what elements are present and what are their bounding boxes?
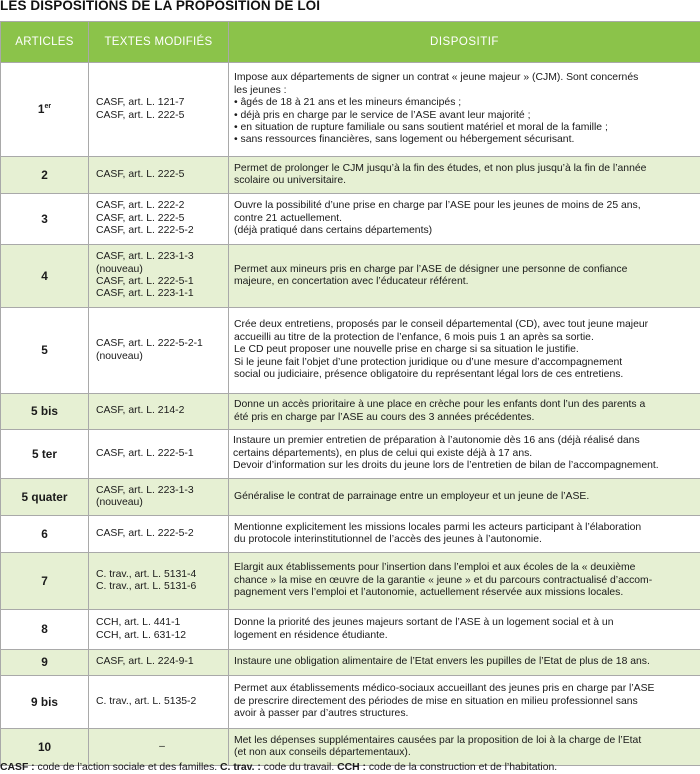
article-number: 2 [1,157,89,194]
dispositif-cell [229,729,700,766]
footnote-abbreviations [0,762,700,774]
dispositif-line: avoir à passer par d’autres structures. [234,708,409,720]
dispositif-line: logement en résidence étudiante. [234,629,388,641]
article-number: 10 [1,729,89,766]
table-row [1,157,700,194]
dispositif-line: Si le jeune fait l’objet d’une protection juridique ou d’une mesure d’accompagnement [234,356,623,368]
article-number: 9 [1,650,89,676]
dispositif-line: été pris en charge par l’ASE au cours des 3 années précédentes. [234,411,535,423]
dispositif-line: chance » la mise en œuvre de la garantie « jeune » et du parcours contractualisé d’accom- [234,574,653,586]
textes-cell [89,245,229,308]
dispositif-line: Le CD peut proposer une nouvelle prise en charge si sa situation le justifie. [234,344,579,356]
textes-cell [89,610,229,650]
article-number: 5 bis [1,394,89,430]
dispositif-cell [229,194,700,245]
texte-line: CASF, art. L. 121-7 [96,97,185,109]
dispositions-table [0,21,700,766]
dispositif-line: les jeunes : [234,84,287,96]
dispositif-line: Mentionne explicitement les missions locales parmi les acteurs participant à l’élaboration [234,521,642,533]
dispositif-cell [229,157,700,194]
table-row [1,729,700,766]
texte-line: CASF, art. L. 222-5 [96,212,185,224]
texte-line: C. trav., art. L. 5135-2 [96,695,197,707]
texte-line: CASF, art. L. 222-5-1 [96,447,194,459]
textes-cell [89,650,229,676]
dispositif-line: Elargit aux établissements pour l’insertion dans l’emploi et aux écoles de la « deuxième [234,562,636,574]
texte-line: – [159,740,165,752]
dispositif-cell [229,479,700,516]
texte-line: C. trav., art. L. 5131-6 [96,581,197,592]
table-row [1,553,700,610]
page-title: LES DISPOSITIONS DE LA PROPOSITION DE LOI [0,0,321,13]
texte-line: CASF, art. L. 224-9-1 [96,656,194,668]
dispositif-cell [229,553,700,610]
texte-line: CCH, art. L. 441-1 [96,617,181,629]
dispositif-line: du protocole interinstitutionnel de l’accès des jeunes à l’autonomie. [234,534,542,545]
footnote-cch-abbr: CCH : [337,762,366,773]
footnote-casf-def: code de l’action sociale et des familles. [34,762,221,773]
article-number: 5 [1,308,89,394]
textes-cell [89,729,229,766]
article-number: 4 [1,245,89,308]
article-superscript: er [44,103,52,111]
dispositif-cell [229,650,700,676]
dispositif-line: Instaure un premier entretien de préparation à l’autonomie dès 16 ans (déjà réalisé dans [233,435,640,447]
header-dispositif: DISPOSITIF [229,22,700,63]
dispositif-line: de prescrire directement des périodes de mise en situation en milieu professionnel sans [234,695,638,707]
article-number: 3 [1,194,89,245]
texte-line: CASF, art. L. 222-5-2-1 [96,338,203,350]
dispositif-line: Met les dépenses supplémentaires causées par la proposition de loi à la charge de l’Etat [234,734,642,746]
dispositif-line: scolaire ou universitaire. [234,175,347,186]
table-row [1,308,700,394]
dispositif-line: accueilli au titre de la protection de l’enfance, 6 mois puis 1 an après sa sortie. [234,331,594,343]
header-articles: ARTICLES [1,22,89,63]
dispositif-cell [229,394,700,430]
dispositif-line: (et non aux conseils départementaux). [234,747,411,758]
textes-cell [89,676,229,729]
article-number: 9 bis [1,676,89,729]
article-number: 1er [1,63,89,157]
dispositif-line: Donne la priorité des jeunes majeurs sortant de l’ASE à un logement social et à un [234,617,614,629]
dispositif-line: majeure, en concertation avec l’éducateur référent. [234,276,469,287]
table-row [1,676,700,729]
dispositif-cell [229,308,700,394]
dispositif-line: social ou judiciaire, présence obligatoire du représentant légal lors de ces entretiens. [234,369,624,381]
dispositif-cell [229,610,700,650]
textes-cell [89,63,229,157]
dispositif-line: • âgés de 18 à 21 ans et les mineurs émancipés ; [234,97,462,109]
article-number: 5 ter [1,430,89,479]
table-row [1,245,700,308]
textes-cell [89,308,229,394]
article-number: 6 [1,516,89,553]
texte-line: C. trav., art. L. 5131-4 [96,568,197,580]
texte-line: CCH, art. L. 631-12 [96,629,187,641]
dispositif-line: Permet de prolonger le CJM jusqu’à la fin des études, et non plus jusqu’à la fin de l’année [234,162,647,174]
dispositif-line: pagnement vers l’emploi et l’autonomie, actuellement réservée aux missions locales. [234,587,624,599]
article-number: 7 [1,553,89,610]
dispositif-cell [229,676,700,729]
dispositif-line: • en situation de rupture familiale ou sans soutient matériel et moral de la famille ; [234,121,608,133]
table-row [1,63,700,157]
table-row [1,430,700,479]
dispositif-line: contre 21 actuellement. [234,212,343,224]
texte-line: CASF, art. L. 222-5-2 [96,225,194,237]
texte-line: CASF, art. L. 222-5 [96,109,185,121]
texte-line: CASF, art. L. 222-5-1 [96,276,194,287]
dispositif-line: Permet aux établissements médico-sociaux accueillant des jeunes pris en charge par l’ASE [234,683,655,695]
textes-cell [89,516,229,553]
dispositif-line: Impose aux départements de signer un contrat « jeune majeur » (CJM). Sont concernés [234,72,639,84]
dispositif-line: Généralise le contrat de parrainage entre un employeur et un jeune de l’ASE. [234,490,590,502]
dispositif-line: Devoir d’information sur les droits du jeune lors de l’entretien de bilan de l’accompagnement. [233,460,659,472]
footnote-cch-def: code de la construction et de l’habitation. [365,762,558,773]
article-number: 8 [1,610,89,650]
texte-line: CASF, art. L. 222-5 [96,168,185,180]
textes-cell [89,157,229,194]
table-row [1,516,700,553]
dispositif-line: Crée deux entretiens, proposés par le conseil départemental (CD), avec tout jeune majeur [234,319,649,331]
dispositif-cell [229,245,700,308]
footnote-casf-abbr: CASF : [0,762,35,773]
dispositif-cell [229,63,700,157]
dispositif-line: • sans ressources financières, sans logement ou hébergement sécurisant. [234,134,575,146]
dispositif-line: (déjà pratiqué dans certains départements) [234,225,433,237]
footnote-ctrav-abbr: C. trav. : [220,762,261,773]
dispositif-line: certains départements), en plus de celui qui existe déjà à 17 ans. [233,447,533,459]
header-textes-modifies: TEXTES MODIFIÉS [89,22,229,63]
texte-line: (nouveau) [96,350,143,362]
textes-cell [89,394,229,430]
dispositif-cell [229,516,700,553]
texte-line: CASF, art. L. 223-1-3 [96,484,194,496]
texte-line: CASF, art. L. 222-2 [96,200,185,212]
footnote-ctrav-def: code du travail. [260,762,338,773]
textes-cell [89,194,229,245]
dispositif-line: Ouvre la possibilité d’une prise en charge par l’ASE pour les jeunes de moins de 25 ans, [234,200,641,212]
article-number: 5 quater [1,479,89,516]
textes-cell [89,430,229,479]
texte-line: CASF, art. L. 222-5-2 [96,527,194,539]
table-header-row [1,22,700,63]
dispositif-line: Instaure une obligation alimentaire de l’Etat envers les pupilles de l’Etat de plus de 18 ans. [234,656,650,668]
dispositif-line: • déjà pris en charge par le service de l’ASE avant leur majorité ; [234,109,531,121]
textes-cell [89,553,229,610]
texte-line: CASF, art. L. 223-1-1 [96,288,194,300]
table-row [1,194,700,245]
table-row [1,394,700,430]
texte-line: (nouveau) [96,263,143,275]
table-row [1,610,700,650]
table-row [1,650,700,676]
table-row [1,479,700,516]
dispositif-line: Permet aux mineurs pris en charge par l’ASE de désigner une personne de confiance [234,263,628,275]
texte-line: (nouveau) [96,497,143,508]
dispositif-line: Donne un accès prioritaire à une place en crèche pour les enfants dont l’un des parents a [234,399,646,411]
texte-line: CASF, art. L. 223-1-3 [96,251,194,263]
textes-cell [89,479,229,516]
texte-line: CASF, art. L. 214-2 [96,405,185,417]
dispositif-cell [229,430,700,479]
